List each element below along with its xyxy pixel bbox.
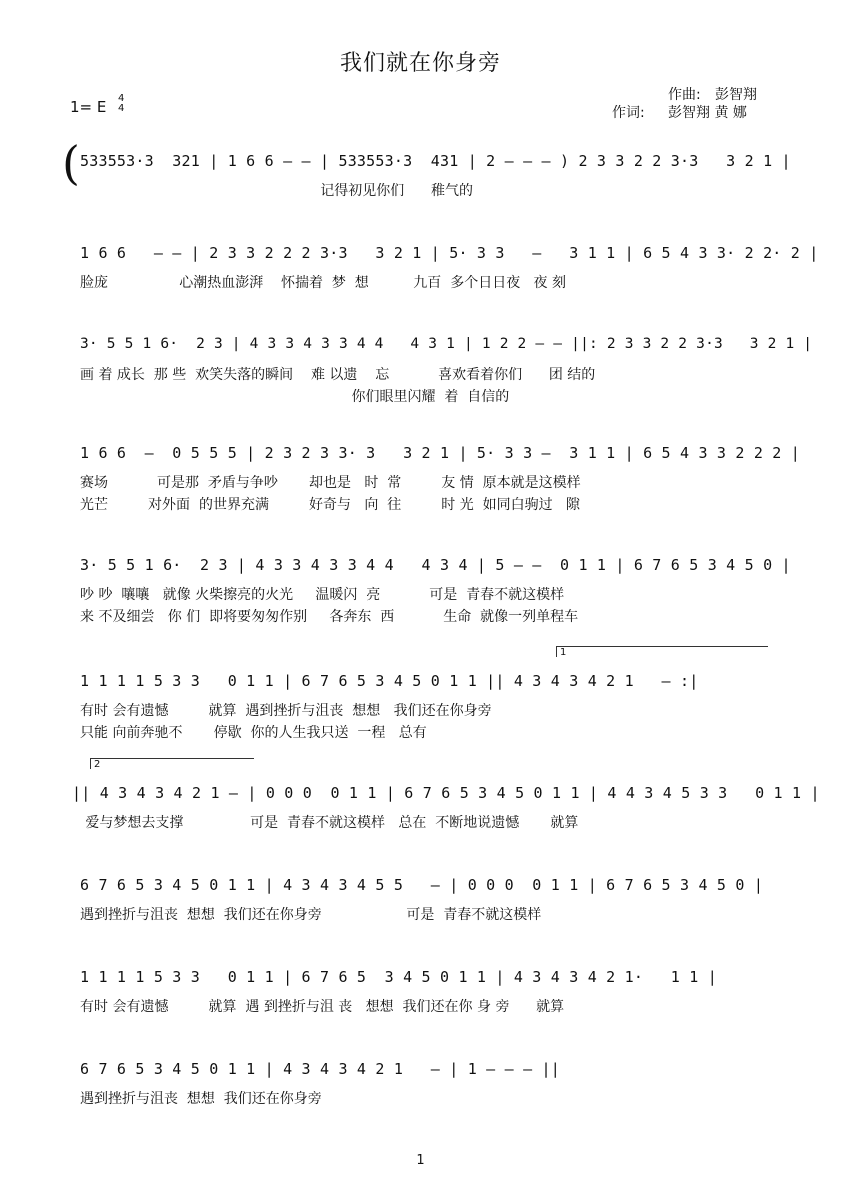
lyricist-name: 彭智翔 黄 娜 <box>668 105 747 121</box>
notation-line: || 4 3 4 3 4 2 1 — | 0 0 0 0 1 1 | 6 7 6 5 3 4 5 0 1 1 | 4 4 3 4 5 3 3 0 1 1 | <box>72 784 820 802</box>
volta-first-ending: 1 <box>556 646 768 657</box>
lyrics-verse-1: 脸庞 心潮热血澎湃 怀揣着 梦 想 九百 多个日日夜 夜 刻 <box>80 275 567 291</box>
lyrics-verse-2: 你们眼里闪耀 着 自信的 <box>80 389 510 405</box>
lyrics-verse-2: 光芒 对外面 的世界充满 好奇与 向 往 时 光 如同白驹过 隙 <box>80 497 581 513</box>
lyricist-label: 作词: <box>612 105 645 121</box>
lyrics-verse-1: 记得初见你们 稚气的 <box>80 183 474 199</box>
lyrics-verse-1: 有时 会有遗憾 就算 遇到挫折与沮丧 想想 我们还在你身旁 <box>80 703 492 719</box>
page-number: 1 <box>416 1153 425 1168</box>
notation-line: 6 7 6 5 3 4 5 0 1 1 | 4 3 4 3 4 5 5 — | 0 0 0 0 1 1 | 6 7 6 5 3 4 5 0 | <box>80 876 764 894</box>
notation-line: 1 1 1 1 5 3 3 0 1 1 | 6 7 6 5 3 4 5 0 1 1 || 4 3 4 3 4 2 1 — :| <box>80 672 699 690</box>
lyrics-verse-1: 画 着 成长 那 些 欢笑失落的瞬间 难 以遗 忘 喜欢看着你们 团 结的 <box>80 367 596 383</box>
lyrics-verse-1: 遇到挫折与沮丧 想想 我们还在你身旁 可是 青春不就这模样 <box>80 907 542 923</box>
key-signature: 1= E <box>70 98 107 116</box>
lyrics-verse-1: 有时 会有遗憾 就算 遇 到挫折与沮 丧 想想 我们还在你 身 旁 就算 <box>80 999 565 1015</box>
lyrics-verse-2: 只能 向前奔驰不 停歇 你的人生我只送 一程 总有 <box>80 725 427 741</box>
composer-label: 作曲: <box>668 87 701 103</box>
song-title: 我们就在你身旁 <box>339 51 501 76</box>
notation-line: 1 6 6 — 0 5 5 5 | 2 3 2 3 3· 3 3 2 1 | 5· 3 3 — 3 1 1 | 6 5 4 3 3 2 2 2 | <box>80 444 800 462</box>
lyrics-verse-1: 吵 吵 嚷嚷 就像 火柴擦亮的火光 温暖闪 亮 可是 青春不就这模样 <box>80 587 565 603</box>
composer-name: 彭智翔 <box>715 87 757 103</box>
intro-bracket: ( <box>62 136 80 190</box>
lyrics-verse-1: 遇到挫折与沮丧 想想 我们还在你身旁 <box>80 1091 322 1107</box>
notation-line: 3· 5 5 1 6· 2 3 | 4 3 3 4 3 3 4 4 4 3 4 | 5 — — 0 1 1 | 6 7 6 5 3 4 5 0 | <box>80 556 791 574</box>
time-signature-top: 4 <box>118 93 125 104</box>
notation-line: 3· 5 5 1 6· 2 3 | 4 3 3 4 3 3 4 4 4 3 1 | 1 2 2 — — ||: 2 3 3 2 2 3·3 3 2 1 | <box>80 336 813 352</box>
notation-line: 1 1 1 1 5 3 3 0 1 1 | 6 7 6 5 3 4 5 0 1 1 | 4 3 4 3 4 2 1· 1 1 | <box>80 968 717 986</box>
time-signature <box>118 94 124 114</box>
lyrics-verse-2: 来 不及细尝 你 们 即将要匆匆作别 各奔东 西 生命 就像一列单程车 <box>80 609 579 625</box>
notation-line: 1 6 6 — — | 2 3 3 2 2 2 3·3 3 2 1 | 5· 3 3 — 3 1 1 | 6 5 4 3 3· 2 2· 2 | <box>80 244 819 262</box>
lyrics-verse-1: 赛场 可是那 矛盾与争吵 却也是 时 常 友 情 原本就是这模样 <box>80 475 581 491</box>
notation-line: 533553·3 321 | 1 6 6 — — | 533553·3 431 | 2 — — — ) 2 3 3 2 2 3·3 3 2 1 | <box>80 152 791 170</box>
notation-line: 6 7 6 5 3 4 5 0 1 1 | 4 3 4 3 4 2 1 — | 1 — — — || <box>80 1060 560 1078</box>
time-signature-bottom: 4 <box>118 103 125 114</box>
volta-second-ending: 2 <box>90 758 254 769</box>
lyrics-verse-1: 爱与梦想去支撑 可是 青春不就这模样 总在 不断地说遗憾 就算 <box>72 815 579 831</box>
